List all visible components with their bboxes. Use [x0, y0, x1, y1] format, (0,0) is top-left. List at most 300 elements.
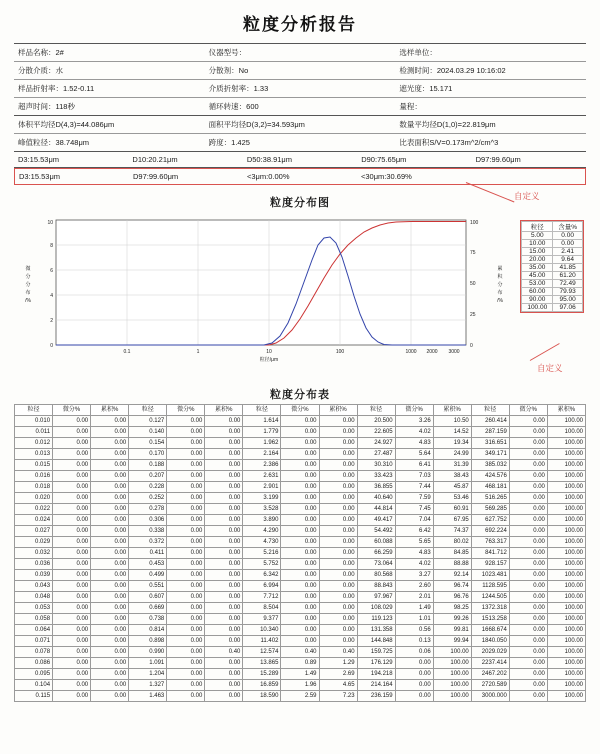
cell-size: 0.018: [15, 482, 53, 493]
cell-differential: 0.00: [509, 416, 547, 427]
info-label: 数量平均径D(1,0)=: [399, 120, 463, 129]
cell-size: 0.306: [129, 515, 167, 526]
cell-differential: 0.00: [509, 504, 547, 515]
cell-size: 1.962: [243, 438, 281, 449]
cell-size: 30.310: [357, 460, 395, 471]
cell-cumulative: 0.00: [91, 493, 129, 504]
info-label: 循环转速：: [208, 102, 247, 111]
cell-size: 24.927: [357, 438, 395, 449]
cell-cumulative: 0.00: [91, 592, 129, 603]
cell-cumulative: 0.00: [319, 526, 357, 537]
cell-differential: 3.26: [395, 416, 433, 427]
info-row: [14, 134, 586, 152]
svg-text:8: 8: [50, 243, 53, 249]
cell-cumulative: 100.00: [547, 581, 585, 592]
cell-size: 1.204: [129, 669, 167, 680]
distribution-table: [14, 404, 586, 702]
info-label: D97:: [475, 155, 492, 164]
svg-text:/%: /%: [497, 298, 503, 304]
table-row: [15, 636, 586, 647]
cell-size: 16.859: [243, 680, 281, 691]
svg-text:10: 10: [47, 220, 53, 226]
cell-differential: 0.00: [53, 416, 91, 427]
cell-differential: 7.45: [395, 504, 433, 515]
cell-size: 33.423: [357, 471, 395, 482]
info-value: 600: [246, 102, 259, 111]
cell-cumulative: 24.99: [433, 449, 471, 460]
cell-size: 468.181: [471, 482, 509, 493]
cell-size: 0.990: [129, 647, 167, 658]
cell-cumulative: 0.00: [91, 559, 129, 570]
cell-differential: 0.00: [53, 559, 91, 570]
cell-size: 0.048: [15, 592, 53, 603]
info-cell: [14, 62, 205, 79]
cell-differential: 0.00: [509, 647, 547, 658]
cell-cumulative: 0.00: [319, 482, 357, 493]
cell-differential: 0.00: [281, 460, 319, 471]
cell-size: 0.411: [129, 548, 167, 559]
svg-text:2000: 2000: [426, 349, 438, 355]
cell-size: 0.058: [15, 614, 53, 625]
cell-differential: 0.00: [167, 559, 205, 570]
legend-size: 53.00: [522, 280, 553, 288]
col-header: 粒径: [357, 405, 395, 416]
cell-size: 5.752: [243, 559, 281, 570]
cell-size: 0.086: [15, 658, 53, 669]
cell-differential: 1.49: [281, 669, 319, 680]
cell-cumulative: 0.00: [91, 570, 129, 581]
legend-row: [522, 232, 583, 240]
cell-size: 9.377: [243, 614, 281, 625]
cell-differential: 0.00: [53, 548, 91, 559]
svg-text:分: 分: [25, 274, 31, 280]
info-label: 量程：: [399, 102, 422, 111]
table-row: [15, 427, 586, 438]
legend-row: [522, 248, 583, 256]
cell-cumulative: 38.43: [433, 471, 471, 482]
cell-differential: 0.00: [53, 691, 91, 702]
table-row: [15, 482, 586, 493]
cell-differential: 3.27: [395, 570, 433, 581]
cell-size: 5.216: [243, 548, 281, 559]
cell-size: 18.590: [243, 691, 281, 702]
info-value: 34.593μm: [271, 120, 305, 129]
cell-cumulative: 0.00: [91, 680, 129, 691]
info-cell: [205, 44, 396, 61]
cell-differential: 0.00: [509, 691, 547, 702]
cell-differential: 0.00: [281, 427, 319, 438]
cell-cumulative: 100.00: [433, 691, 471, 702]
table-row: [15, 416, 586, 427]
cell-size: 287.159: [471, 427, 509, 438]
table-row: [15, 625, 586, 636]
cell-size: 0.898: [129, 636, 167, 647]
cell-differential: 0.00: [167, 537, 205, 548]
cell-size: 0.154: [129, 438, 167, 449]
svg-text:粒径/μm: 粒径/μm: [259, 357, 279, 363]
cell-cumulative: 100.00: [547, 669, 585, 680]
col-header: 粒径: [471, 405, 509, 416]
cell-size: 0.015: [15, 460, 53, 471]
info-label: 体积平均径D(4,3)=: [18, 120, 81, 129]
info-cell: [395, 98, 586, 115]
col-header: 累积%: [205, 405, 243, 416]
cell-size: 6.342: [243, 570, 281, 581]
cell-cumulative: 100.00: [547, 614, 585, 625]
cell-differential: 0.00: [509, 471, 547, 482]
cell-cumulative: 31.39: [433, 460, 471, 471]
cell-differential: 0.00: [167, 691, 205, 702]
cell-size: 214.164: [357, 680, 395, 691]
cell-differential: 0.00: [509, 548, 547, 559]
cell-cumulative: 100.00: [547, 658, 585, 669]
table-row: [15, 603, 586, 614]
col-header: 粒径: [15, 405, 53, 416]
cell-size: 0.039: [15, 570, 53, 581]
cell-cumulative: 0.00: [91, 636, 129, 647]
cell-differential: 0.00: [509, 427, 547, 438]
legend-row: [522, 296, 583, 304]
cell-size: 0.453: [129, 559, 167, 570]
cell-cumulative: 0.00: [319, 416, 357, 427]
info-label: <3μm:: [247, 172, 269, 181]
cell-differential: 4.02: [395, 427, 433, 438]
cell-differential: 0.00: [281, 614, 319, 625]
cell-differential: 0.00: [281, 449, 319, 460]
cell-cumulative: 100.00: [547, 603, 585, 614]
cell-differential: 0.00: [509, 614, 547, 625]
cell-differential: 0.00: [53, 449, 91, 460]
cell-size: 569.285: [471, 504, 509, 515]
cell-differential: 0.00: [281, 581, 319, 592]
cell-size: 928.157: [471, 559, 509, 570]
legend-row: [522, 288, 583, 296]
legend-size: 45.00: [522, 272, 553, 280]
info-label: 仪器型号：: [208, 48, 247, 57]
legend-header: 含量%: [553, 222, 583, 232]
cell-size: 385.032: [471, 460, 509, 471]
cell-differential: 2.59: [281, 691, 319, 702]
info-cell: [395, 134, 586, 151]
info-value: 1.52-0.11: [63, 84, 95, 93]
cell-differential: 0.00: [167, 669, 205, 680]
info-label: 分散剂：: [208, 66, 239, 75]
info-value: 118秒: [55, 102, 75, 111]
cell-size: 40.640: [357, 493, 395, 504]
cell-differential: 0.00: [509, 625, 547, 636]
cell-differential: 0.00: [167, 526, 205, 537]
info-cell: [357, 152, 471, 167]
cell-cumulative: 80.02: [433, 537, 471, 548]
cell-size: 0.188: [129, 460, 167, 471]
col-header: 粒径: [243, 405, 281, 416]
cell-size: 0.607: [129, 592, 167, 603]
cell-size: 0.022: [15, 504, 53, 515]
cell-cumulative: 19.34: [433, 438, 471, 449]
cell-differential: 0.00: [167, 471, 205, 482]
col-header: 微分%: [509, 405, 547, 416]
cell-cumulative: 92.14: [433, 570, 471, 581]
info-cell: [472, 152, 586, 167]
svg-text:分: 分: [497, 282, 503, 288]
cell-cumulative: 0.00: [319, 471, 357, 482]
info-cell: [395, 80, 586, 97]
cell-cumulative: 0.00: [91, 658, 129, 669]
svg-text:布: 布: [25, 290, 31, 296]
info-value: 44.086μm: [80, 120, 115, 129]
cell-differential: 0.00: [167, 427, 205, 438]
cell-differential: 0.00: [53, 482, 91, 493]
cell-differential: 4.83: [395, 438, 433, 449]
info-value: 1.425: [231, 138, 250, 147]
info-value: 0.00%: [268, 172, 290, 181]
cell-differential: 1.49: [395, 603, 433, 614]
cell-cumulative: 0.00: [319, 581, 357, 592]
cell-differential: 0.00: [281, 504, 319, 515]
cell-differential: 0.00: [53, 460, 91, 471]
cell-size: 0.170: [129, 449, 167, 460]
cell-differential: 0.00: [167, 614, 205, 625]
cell-size: 0.499: [129, 570, 167, 581]
cell-differential: 0.00: [167, 592, 205, 603]
cell-cumulative: 99.94: [433, 636, 471, 647]
custom-percentile-row: [14, 168, 586, 185]
cell-differential: 0.00: [509, 636, 547, 647]
cell-cumulative: 100.00: [547, 526, 585, 537]
cell-cumulative: 0.00: [319, 614, 357, 625]
cell-size: 49.417: [357, 515, 395, 526]
legend-value: 9.64: [553, 256, 583, 264]
cell-cumulative: 100.00: [547, 691, 585, 702]
cell-differential: 0.40: [281, 647, 319, 658]
info-row: [14, 80, 586, 98]
cell-cumulative: 0.00: [205, 581, 243, 592]
cell-cumulative: 0.00: [91, 504, 129, 515]
svg-text:3000: 3000: [448, 349, 460, 355]
cell-differential: 1.01: [395, 614, 433, 625]
cell-cumulative: 0.00: [91, 548, 129, 559]
cell-differential: 0.00: [509, 559, 547, 570]
cell-differential: 0.00: [281, 471, 319, 482]
info-value: 15.171: [429, 84, 453, 93]
cell-cumulative: 0.00: [91, 438, 129, 449]
info-cell: [243, 169, 357, 184]
info-label: 样品名称：: [18, 48, 56, 57]
cell-cumulative: 0.00: [205, 427, 243, 438]
cell-cumulative: 100.00: [433, 669, 471, 680]
cell-size: 0.043: [15, 581, 53, 592]
cell-size: 1244.505: [471, 592, 509, 603]
cell-size: 0.036: [15, 559, 53, 570]
cell-size: 0.027: [15, 526, 53, 537]
svg-text:10: 10: [266, 349, 272, 355]
svg-text:25: 25: [470, 312, 476, 318]
cell-cumulative: 0.00: [91, 482, 129, 493]
cell-size: 2237.414: [471, 658, 509, 669]
cell-cumulative: 0.40: [319, 647, 357, 658]
info-value: 75.65μm: [377, 155, 407, 164]
cell-cumulative: 100.00: [547, 570, 585, 581]
cell-size: 2720.589: [471, 680, 509, 691]
cell-size: 20.500: [357, 416, 395, 427]
cell-size: 1372.318: [471, 603, 509, 614]
svg-text:1000: 1000: [405, 349, 417, 355]
cell-size: 0.011: [15, 427, 53, 438]
cell-cumulative: 0.00: [91, 647, 129, 658]
cell-differential: 0.00: [509, 482, 547, 493]
cell-cumulative: 96.74: [433, 581, 471, 592]
col-header: 微分%: [281, 405, 319, 416]
svg-text:1: 1: [196, 349, 200, 355]
cell-cumulative: 0.00: [319, 592, 357, 603]
cell-differential: 0.00: [281, 416, 319, 427]
cell-cumulative: 67.95: [433, 515, 471, 526]
cell-differential: 0.13: [395, 636, 433, 647]
info-label: D10:: [132, 155, 149, 164]
cell-cumulative: 100.00: [547, 636, 585, 647]
cell-size: 60.088: [357, 537, 395, 548]
cell-size: 2.631: [243, 471, 281, 482]
info-cell: [14, 44, 205, 61]
table-row: [15, 614, 586, 625]
cell-differential: 0.00: [281, 515, 319, 526]
cell-cumulative: 100.00: [433, 647, 471, 658]
info-value: 20.21μm: [148, 155, 178, 164]
info-cell: [243, 152, 357, 167]
cell-size: 1668.674: [471, 625, 509, 636]
cell-cumulative: 0.00: [91, 581, 129, 592]
info-cell: [357, 169, 471, 184]
info-cell: [205, 116, 396, 133]
cell-size: 0.095: [15, 669, 53, 680]
info-label: D3:: [18, 155, 30, 164]
col-header: 微分%: [53, 405, 91, 416]
cell-differential: 0.00: [509, 592, 547, 603]
info-label: 分散介质：: [18, 66, 56, 75]
info-cell: [14, 134, 205, 151]
info-cell: [14, 80, 205, 97]
info-value: 99.60μm: [148, 172, 179, 181]
cell-cumulative: 0.00: [205, 449, 243, 460]
cell-size: 119.123: [357, 614, 395, 625]
cell-differential: 6.42: [395, 526, 433, 537]
col-header: 累积%: [319, 405, 357, 416]
cell-size: 0.064: [15, 625, 53, 636]
info-label: D3:: [19, 172, 31, 181]
cell-differential: 0.00: [167, 548, 205, 559]
chart-svg: [14, 212, 514, 372]
cell-cumulative: 0.00: [319, 603, 357, 614]
legend-size: 20.00: [522, 256, 553, 264]
cell-cumulative: 0.00: [205, 537, 243, 548]
cell-cumulative: 100.00: [547, 471, 585, 482]
cell-cumulative: 100.00: [547, 482, 585, 493]
cell-differential: 0.00: [395, 680, 433, 691]
cell-differential: 0.00: [509, 460, 547, 471]
cell-size: 4.730: [243, 537, 281, 548]
cell-differential: 0.89: [281, 658, 319, 669]
cell-cumulative: 0.00: [205, 460, 243, 471]
cell-cumulative: 0.00: [91, 471, 129, 482]
table-row: [15, 669, 586, 680]
table-row: [15, 647, 586, 658]
cell-size: 0.278: [129, 504, 167, 515]
cell-differential: 0.00: [281, 482, 319, 493]
cell-cumulative: 0.40: [205, 647, 243, 658]
cell-cumulative: 0.00: [319, 570, 357, 581]
cell-size: 2.386: [243, 460, 281, 471]
cell-differential: 0.00: [281, 592, 319, 603]
cell-cumulative: 0.00: [91, 537, 129, 548]
cell-size: 44.814: [357, 504, 395, 515]
cell-cumulative: 88.88: [433, 559, 471, 570]
percentile-row: [14, 152, 586, 167]
cell-size: 0.338: [129, 526, 167, 537]
cell-size: 0.010: [15, 416, 53, 427]
cell-differential: 0.00: [167, 460, 205, 471]
cell-size: 4.290: [243, 526, 281, 537]
cell-differential: 5.65: [395, 537, 433, 548]
info-row: [14, 62, 586, 80]
cell-cumulative: 0.00: [205, 559, 243, 570]
cell-cumulative: 0.00: [319, 449, 357, 460]
info-value: 水: [55, 66, 63, 75]
cell-differential: 0.00: [281, 548, 319, 559]
particle-size-distribution-chart: [14, 212, 586, 377]
cell-differential: 0.00: [167, 658, 205, 669]
info-value: 22.819μm: [462, 120, 496, 129]
cell-size: 0.372: [129, 537, 167, 548]
cell-cumulative: 74.37: [433, 526, 471, 537]
cell-cumulative: 100.00: [547, 647, 585, 658]
cell-size: 22.605: [357, 427, 395, 438]
cell-cumulative: 100.00: [547, 427, 585, 438]
cell-differential: 0.00: [281, 625, 319, 636]
cell-cumulative: 0.00: [319, 493, 357, 504]
cell-size: 316.651: [471, 438, 509, 449]
cell-differential: 0.00: [509, 603, 547, 614]
cell-size: 159.725: [357, 647, 395, 658]
table-header-row: [15, 405, 586, 416]
info-label: 比表面积S/V=: [399, 138, 446, 147]
cell-cumulative: 0.00: [205, 680, 243, 691]
cell-size: 0.252: [129, 493, 167, 504]
cell-size: 3000.000: [471, 691, 509, 702]
cell-size: 0.012: [15, 438, 53, 449]
svg-text:布: 布: [497, 290, 503, 296]
cell-cumulative: 0.00: [205, 625, 243, 636]
svg-text:4: 4: [50, 293, 53, 299]
cell-differential: 0.00: [53, 493, 91, 504]
cell-differential: 0.00: [53, 471, 91, 482]
cell-cumulative: 2.69: [319, 669, 357, 680]
info-cell: [205, 80, 396, 97]
cell-cumulative: 60.91: [433, 504, 471, 515]
cell-differential: 6.41: [395, 460, 433, 471]
cell-cumulative: 0.00: [205, 515, 243, 526]
cell-size: 0.738: [129, 614, 167, 625]
cell-differential: 0.00: [53, 669, 91, 680]
cell-differential: 0.00: [53, 603, 91, 614]
cell-size: 144.848: [357, 636, 395, 647]
legend-value: 0.00: [553, 232, 583, 240]
cell-size: 12.574: [243, 647, 281, 658]
table-row: [15, 537, 586, 548]
svg-text:100: 100: [470, 220, 479, 226]
cell-cumulative: 96.76: [433, 592, 471, 603]
table-row: [15, 680, 586, 691]
cell-cumulative: 0.00: [205, 592, 243, 603]
